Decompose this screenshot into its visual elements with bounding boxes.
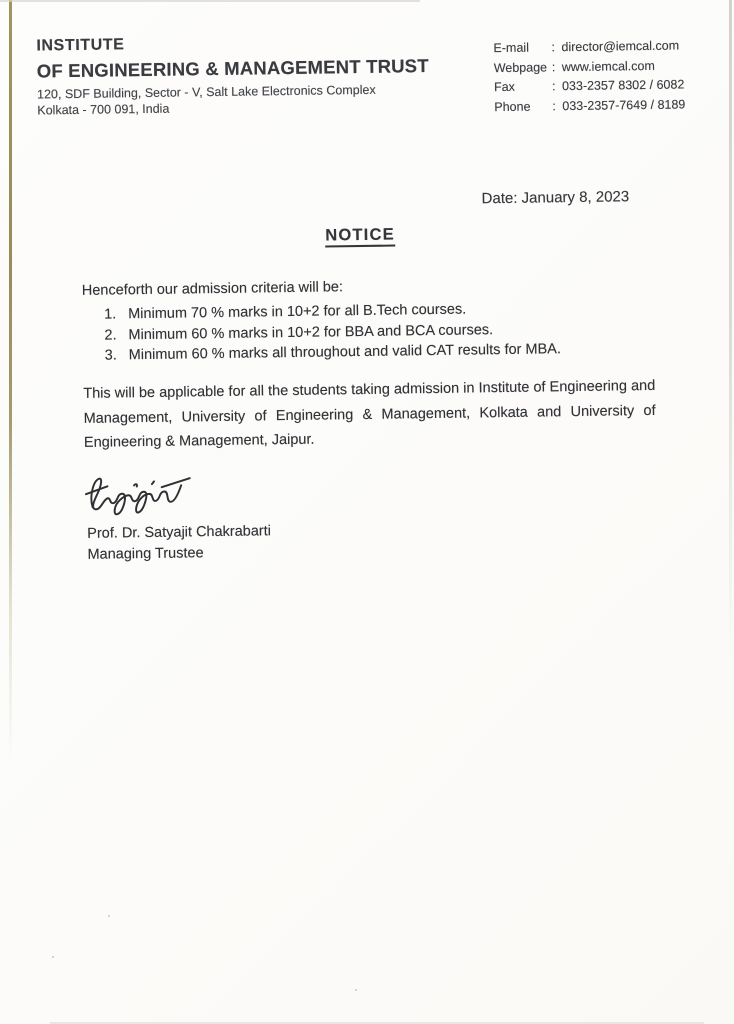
criteria-text: Minimum 60 % marks all throughout and valid CAT results for MBA. <box>128 341 562 364</box>
signature-image <box>82 468 213 522</box>
signer-name: Prof. Dr. Satyajit Chakrabarti <box>87 523 272 542</box>
date-line: Date: January 8, 2023 <box>481 188 630 208</box>
letterhead-contact-block <box>493 36 685 117</box>
org-name-line2: OF ENGINEERING & MANAGEMENT TRUST <box>36 55 429 82</box>
contact-value-fax: 033-2357 8302 / 6082 <box>561 77 685 94</box>
org-address <box>37 81 429 118</box>
contact-label: Fax <box>493 79 515 95</box>
contact-label: Webpage <box>493 59 548 75</box>
body-paragraph: This will be applicable for all the students taking admission in Institute of Engineering and Management, University of Engineering & Management, Kolkata and University of Engineering & Management, Jaipur. <box>83 377 656 451</box>
criteria-text: Minimum 60 % marks in 10+2 for BBA and BCA courses. <box>128 321 494 343</box>
contact-colon: : <box>551 59 556 74</box>
signer-block <box>87 522 271 565</box>
intro-line: Henceforth our admission criteria will be: <box>81 279 344 299</box>
contact-label: Phone <box>494 99 531 114</box>
contact-colon: : <box>551 79 556 94</box>
org-name-line1: INSTITUTE <box>36 36 125 55</box>
contact-label: E-mail <box>493 40 530 56</box>
criteria-number: 3. <box>104 347 117 364</box>
contact-value-phone: 033-2357-7649 / 8189 <box>562 96 686 113</box>
contact-row-webpage <box>494 56 685 78</box>
contact-row-fax <box>494 75 685 97</box>
criteria-number: 1. <box>104 306 117 323</box>
criteria-number: 2. <box>104 326 117 344</box>
signer-title: Managing Trustee <box>87 544 204 563</box>
contact-value-email: director@iemcal.com <box>561 38 680 55</box>
contact-colon: : <box>552 98 556 113</box>
criteria-text: Minimum 70 % marks in 10+2 for all B.Tech courses. <box>128 301 467 323</box>
criteria-list <box>104 298 561 366</box>
contact-colon: : <box>551 40 556 55</box>
letterhead-org-block <box>36 32 429 118</box>
notice-title-text: NOTICE <box>325 226 395 248</box>
org-address-line2: Kolkata - 700 091, India <box>37 101 170 118</box>
org-address-line1: 120, SDF Building, Sector - V, Salt Lake Electronics Complex <box>37 82 376 102</box>
signature-icon <box>82 468 213 522</box>
notice-title <box>0 221 721 250</box>
contact-value-webpage: www.iemcal.com <box>561 58 655 74</box>
contact-row-phone <box>494 95 685 117</box>
contact-row-email <box>493 36 684 58</box>
